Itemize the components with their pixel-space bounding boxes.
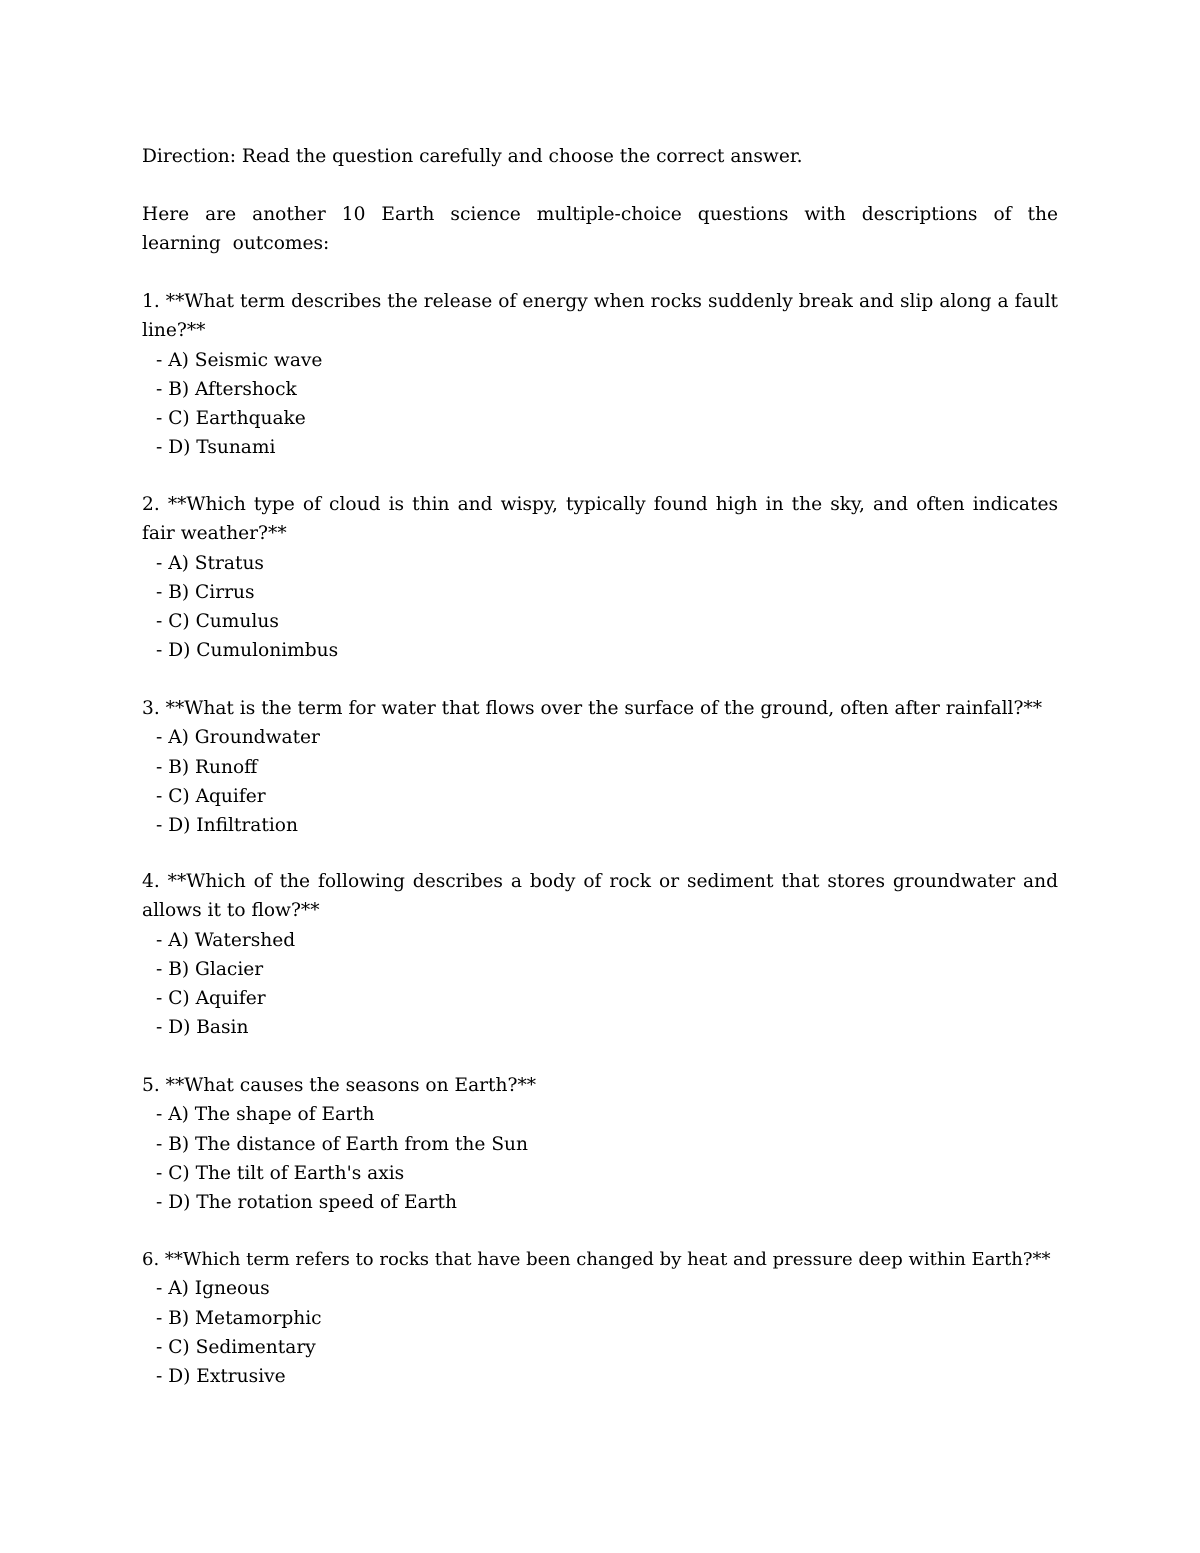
option-d: - D) Tsunami <box>156 437 276 459</box>
option-b: - B) The distance of Earth from the Sun <box>156 1133 529 1155</box>
option-d: - D) Cumulonimbus <box>156 640 339 662</box>
question-2 <box>142 490 1058 666</box>
question-4 <box>142 867 1058 1043</box>
question-text: 1. **What term describes the release of energy when rocks suddenly break and slip along a fault line?** <box>142 291 1058 342</box>
option-list <box>142 723 1058 840</box>
option-list <box>142 1100 1058 1217</box>
question-3 <box>142 694 1058 840</box>
option-list <box>142 346 1058 463</box>
option-list <box>142 1274 1058 1391</box>
option-c: - C) Aquifer <box>156 988 266 1010</box>
option-c: - C) Earthquake <box>156 408 306 430</box>
intro-paragraph: Here are another 10 Earth science multiple-choice questions with descriptions of the learning outcomes: <box>142 204 1058 255</box>
option-d: - D) Basin <box>156 1017 249 1039</box>
option-c: - C) Cumulus <box>156 611 279 633</box>
question-6 <box>142 1245 1058 1391</box>
direction-text: Direction: Read the question carefully and choose the correct answer. <box>142 146 803 167</box>
question-text: 2. **Which type of cloud is thin and wispy, typically found high in the sky, and often indicates fair weather?** <box>142 494 1058 545</box>
option-b: - B) Cirrus <box>156 581 255 603</box>
question-text: 6. **Which term refers to rocks that have been changed by heat and pressure deep within Earth?** <box>142 1249 1051 1270</box>
question-text: 3. **What is the term for water that flows over the surface of the ground, often after rainfall?** <box>142 698 1043 719</box>
option-a: - A) Seismic wave <box>156 349 323 371</box>
option-a: - A) Igneous <box>156 1278 270 1300</box>
option-d: - D) Infiltration <box>156 815 298 837</box>
option-b: - B) Aftershock <box>156 378 297 400</box>
option-list <box>142 926 1058 1043</box>
option-d: - D) Extrusive <box>156 1366 286 1388</box>
option-b: - B) Glacier <box>156 958 264 980</box>
option-a: - A) The shape of Earth <box>156 1104 375 1126</box>
question-text: 5. **What causes the seasons on Earth?** <box>142 1075 537 1096</box>
option-list <box>142 549 1058 666</box>
option-a: - A) Stratus <box>156 552 264 574</box>
question-1 <box>142 287 1058 463</box>
option-b: - B) Metamorphic <box>156 1307 322 1329</box>
option-d: - D) The rotation speed of Earth <box>156 1192 457 1214</box>
option-a: - A) Watershed <box>156 929 296 951</box>
option-c: - C) The tilt of Earth's axis <box>156 1162 405 1184</box>
option-a: - A) Groundwater <box>156 727 320 749</box>
option-c: - C) Aquifer <box>156 785 266 807</box>
question-5 <box>142 1071 1058 1217</box>
option-b: - B) Runoff <box>156 756 258 778</box>
question-text: 4. **Which of the following describes a body of rock or sediment that stores groundwater and allows it to flow?** <box>142 871 1058 922</box>
option-c: - C) Sedimentary <box>156 1336 316 1358</box>
